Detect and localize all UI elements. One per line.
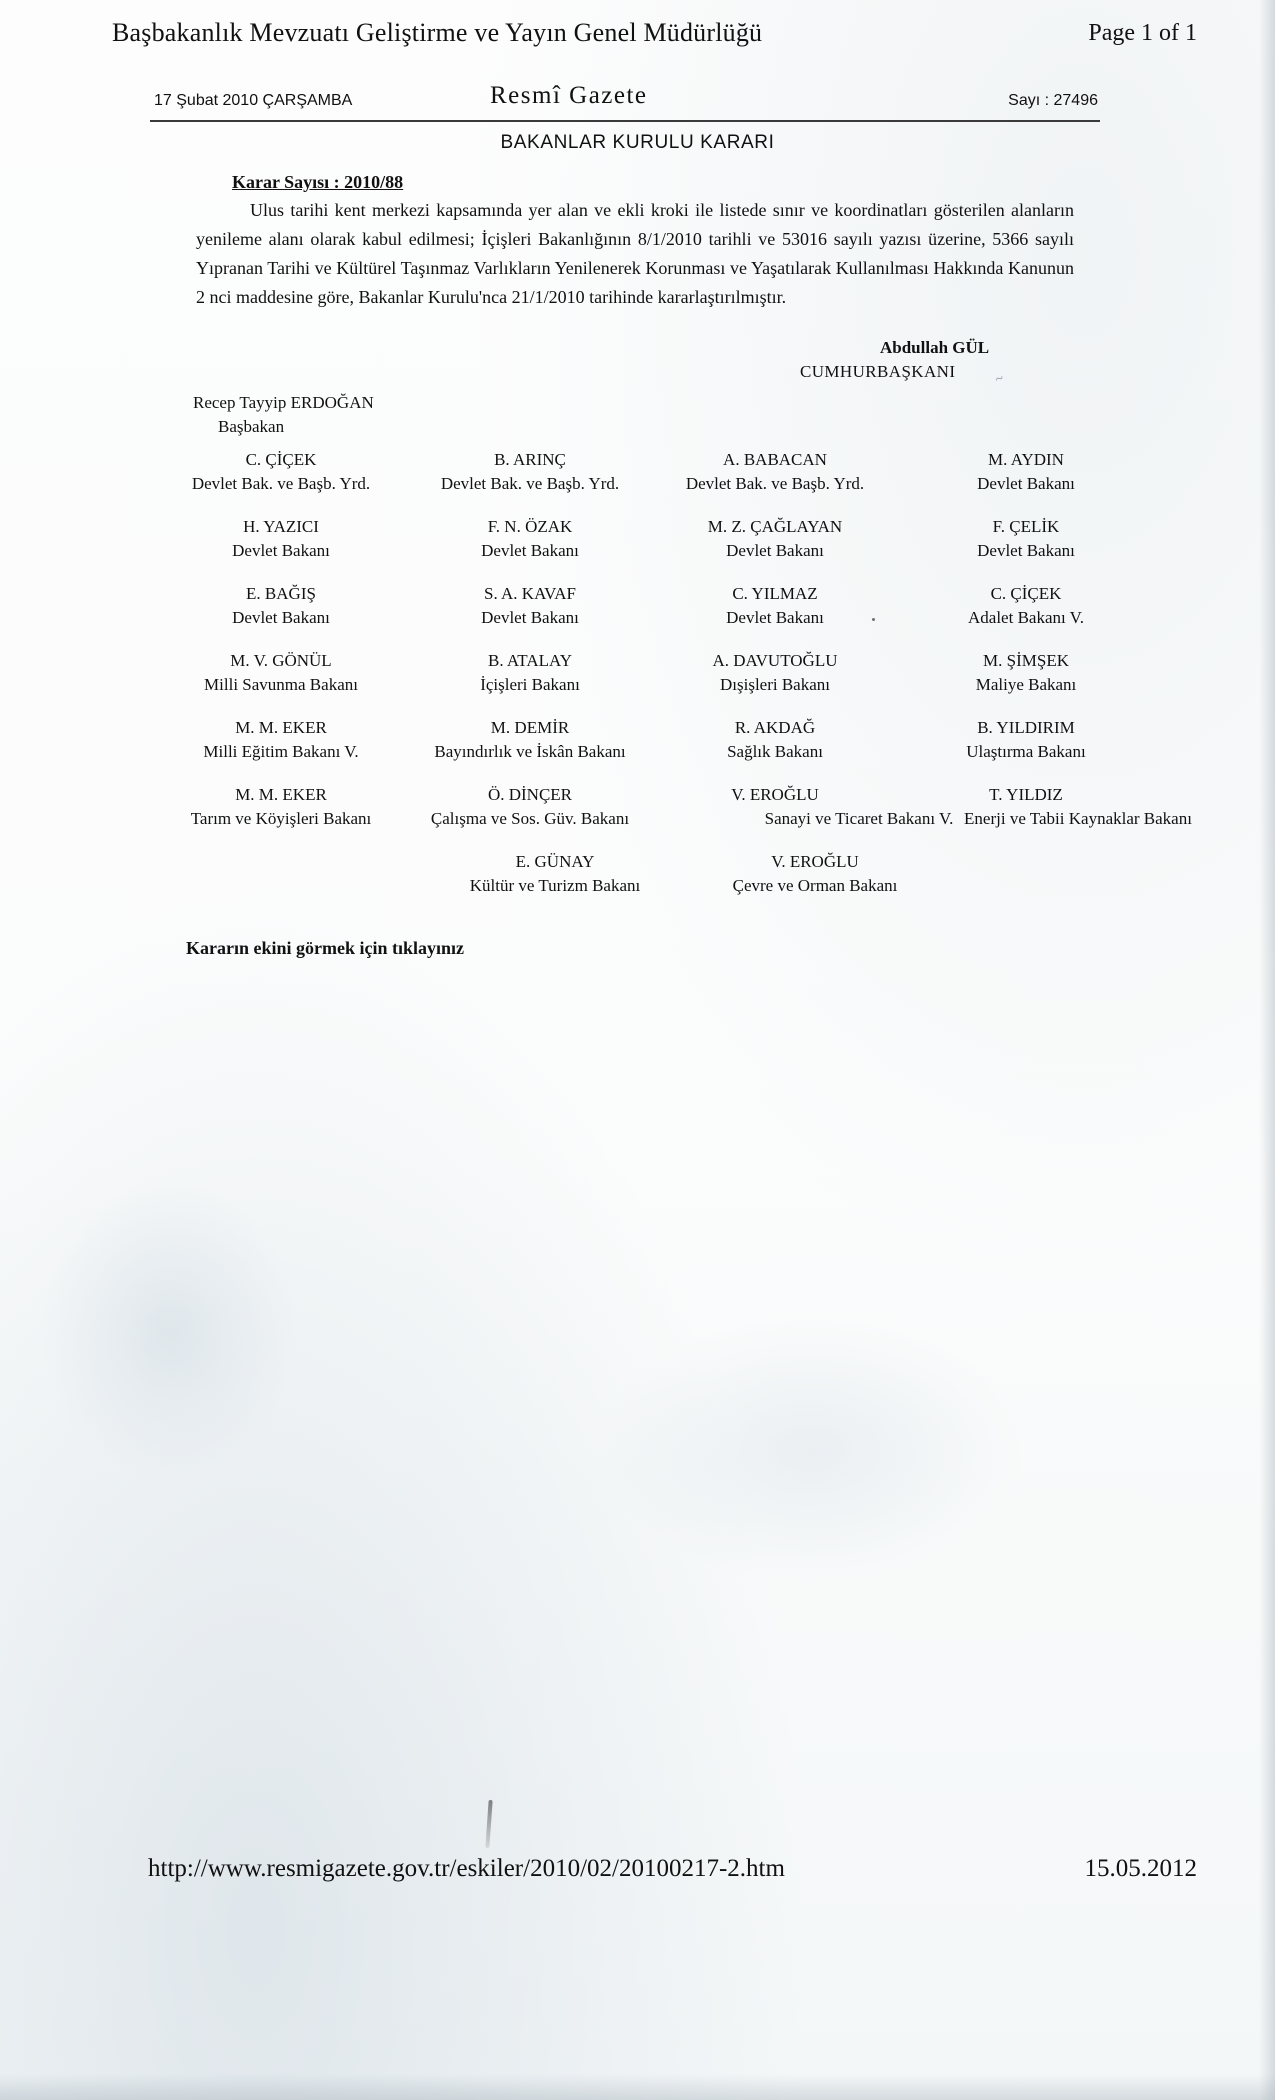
minister-name: C. ÇİÇEK bbox=[245, 450, 317, 469]
ministers-row-last bbox=[150, 850, 1150, 917]
minister-cell bbox=[902, 783, 1192, 831]
minister-name: F. ÇELİK bbox=[992, 517, 1060, 536]
document-title: Başbakanlık Mevzuatı Geliştirme ve Yayın Genel Müdürlüğü bbox=[112, 18, 763, 47]
masthead-divider bbox=[150, 120, 1100, 122]
minister-cell bbox=[902, 649, 1150, 697]
minister-title: Bayındırlık ve İskân Bakanı bbox=[434, 742, 626, 761]
minister-cell bbox=[405, 783, 655, 831]
minister-cell bbox=[405, 582, 655, 630]
minister-name: M. Z. ÇAĞLAYAN bbox=[707, 517, 843, 536]
minister-title: Sağlık Bakanı bbox=[727, 742, 823, 761]
gazette-date: 17 Şubat 2010 ÇARŞAMBA bbox=[154, 92, 353, 109]
attachment-link[interactable]: Kararın ekini görmek için tıklayınız bbox=[186, 938, 464, 958]
ministers-row bbox=[150, 515, 1150, 582]
ministers-row bbox=[150, 716, 1150, 783]
minister-title: Adalet Bakanı V. bbox=[968, 608, 1084, 627]
minister-title: Maliye Bakanı bbox=[975, 675, 1077, 694]
minister-name: A. BABACAN bbox=[723, 450, 827, 469]
president-title: CUMHURBAŞKANI bbox=[800, 362, 956, 381]
minister-title: İçişleri Bakanı bbox=[480, 675, 580, 694]
minister-name: R. AKDAĞ bbox=[734, 718, 816, 737]
minister-title: Sanayi ve Ticaret Bakanı V. bbox=[764, 809, 954, 828]
prime-minister-name: Recep Tayyip ERDOĞAN bbox=[193, 393, 374, 412]
minister-name: V. EROĞLU bbox=[771, 852, 859, 871]
minister-cell bbox=[150, 783, 412, 831]
minister-name: M. V. GÖNÜL bbox=[230, 651, 332, 670]
minister-cell bbox=[150, 716, 412, 764]
section-title: BAKANLAR KURULU KARARI bbox=[500, 132, 775, 153]
minister-title: Devlet Bakanı bbox=[232, 608, 330, 627]
minister-title: Devlet Bak. ve Başb. Yrd. bbox=[440, 474, 620, 493]
minister-title: Devlet Bakanı bbox=[481, 608, 579, 627]
gazette-issue-number: Sayı : 27496 bbox=[1008, 92, 1098, 109]
minister-cell bbox=[430, 850, 680, 898]
minister-cell bbox=[650, 515, 900, 563]
minister-cell bbox=[405, 448, 655, 496]
ministers-grid bbox=[150, 448, 1192, 917]
minister-cell bbox=[902, 515, 1150, 563]
minister-cell bbox=[902, 448, 1150, 496]
minister-cell bbox=[150, 649, 412, 697]
footer-print-date: 15.05.2012 bbox=[1084, 1855, 1197, 1882]
minister-title: Devlet Bak. ve Başb. Yrd. bbox=[685, 474, 865, 493]
minister-title: Devlet Bakanı bbox=[232, 541, 330, 560]
footer-url: http://www.resmigazete.gov.tr/eskiler/2010/02/20100217-2.htm bbox=[148, 1855, 785, 1882]
minister-title: Devlet Bakanı bbox=[977, 474, 1075, 493]
gazette-name: Resmî Gazete bbox=[490, 82, 648, 109]
minister-name: B. YILDIRIM bbox=[977, 718, 1075, 737]
minister-title: Devlet Bakanı bbox=[977, 541, 1075, 560]
minister-name: M. DEMİR bbox=[490, 718, 570, 737]
minister-cell bbox=[648, 783, 954, 831]
minister-name: E. GÜNAY bbox=[515, 852, 595, 871]
print-header bbox=[0, 10, 1275, 50]
minister-cell bbox=[690, 850, 940, 898]
minister-cell bbox=[150, 515, 412, 563]
minister-name: C. ÇİÇEK bbox=[990, 584, 1062, 603]
minister-title: Ulaştırma Bakanı bbox=[966, 742, 1086, 761]
minister-cell bbox=[405, 649, 655, 697]
minister-title: Devlet Bakanı bbox=[726, 541, 824, 560]
minister-cell bbox=[650, 716, 900, 764]
ministers-row bbox=[150, 448, 1150, 515]
minister-name: M. AYDIN bbox=[988, 450, 1064, 469]
minister-cell bbox=[405, 716, 655, 764]
minister-title: Devlet Bak. ve Başb. Yrd. bbox=[191, 474, 371, 493]
page-indicator: Page 1 of 1 bbox=[1088, 20, 1197, 46]
minister-cell bbox=[902, 716, 1150, 764]
minister-title: Milli Eğitim Bakanı V. bbox=[203, 742, 359, 761]
minister-title: Devlet Bakanı bbox=[726, 608, 824, 627]
minister-name: H. YAZICI bbox=[243, 517, 319, 536]
scan-pen-stroke-artifact bbox=[485, 1800, 492, 1848]
minister-name: Ö. DİNÇER bbox=[487, 785, 573, 804]
scan-ink-mark: ~ bbox=[993, 371, 1006, 388]
minister-cell bbox=[650, 582, 900, 630]
minister-name: V. EROĞLU bbox=[731, 785, 819, 804]
president-name: Abdullah GÜL bbox=[880, 338, 990, 357]
ministers-row bbox=[150, 783, 1192, 850]
minister-title: Tarım ve Köyişleri Bakanı bbox=[190, 809, 372, 828]
minister-cell bbox=[150, 582, 412, 630]
minister-name: F. N. ÖZAK bbox=[487, 517, 573, 536]
minister-title: Kültür ve Turizm Bakanı bbox=[469, 876, 641, 895]
minister-title: Enerji ve Tabii Kaynaklar Bakanı bbox=[964, 809, 1192, 828]
minister-name: M. M. EKER bbox=[235, 785, 327, 804]
minister-name: E. BAĞIŞ bbox=[246, 584, 316, 603]
minister-cell bbox=[902, 582, 1150, 630]
scan-edge-shadow-right bbox=[1259, 0, 1275, 2100]
minister-title: Milli Savunma Bakanı bbox=[204, 675, 358, 694]
minister-title: Dışişleri Bakanı bbox=[719, 675, 830, 694]
scan-edge-shadow-bottom bbox=[0, 2074, 1275, 2100]
minister-cell bbox=[650, 448, 900, 496]
minister-title: Devlet Bakanı bbox=[481, 541, 579, 560]
ministers-row bbox=[150, 582, 1150, 649]
minister-cell bbox=[405, 515, 655, 563]
minister-name: S. A. KAVAF bbox=[484, 584, 576, 603]
minister-name: M. M. EKER bbox=[235, 718, 327, 737]
minister-cell bbox=[650, 649, 900, 697]
gazette-masthead bbox=[150, 82, 1100, 124]
prime-minister-title: Başbakan bbox=[218, 417, 285, 436]
minister-name: B. ATALAY bbox=[488, 651, 572, 670]
ministers-row bbox=[150, 649, 1150, 716]
minister-name: B. ARINÇ bbox=[494, 450, 566, 469]
decision-number: Karar Sayısı : 2010/88 bbox=[232, 172, 404, 192]
scan-artifact-blotch-left bbox=[40, 1180, 300, 1480]
minister-name: A. DAVUTOĞLU bbox=[712, 651, 838, 670]
minister-name: M. ŞİMŞEK bbox=[983, 651, 1069, 670]
minister-title: Çevre ve Orman Bakanı bbox=[732, 876, 898, 895]
scan-dot-artifact bbox=[872, 618, 875, 621]
scan-artifact-blotch-center bbox=[600, 1320, 1020, 1580]
minister-title: Çalışma ve Sos. Güv. Bakanı bbox=[430, 809, 630, 828]
minister-cell bbox=[150, 448, 412, 496]
minister-name: T. YILDIZ bbox=[989, 785, 1063, 804]
decision-body-text: Ulus tarihi kent merkezi kapsamında yer alan ve ekli kroki ile listede sınır ve koordinatları gösterilen alanların yenileme alanı olarak kabul edilmesi; İçişleri Bakanlığının 8/1/2010 tarihli ve 53016 sayılı yazısı üzerine, 5366 sayılı Yıpranan Tarihi ve Kültürel Taşınmaz Varlıkların Yenilenerek Korunması ve Yaşatılarak Kullanılması Hakkında Kanunun 2 nci maddesine göre, Bakanlar Kurulu'nca 21/1/2010 tarihinde kararlaştırılmıştır. bbox=[196, 200, 1074, 307]
minister-name: C. YILMAZ bbox=[732, 584, 818, 603]
